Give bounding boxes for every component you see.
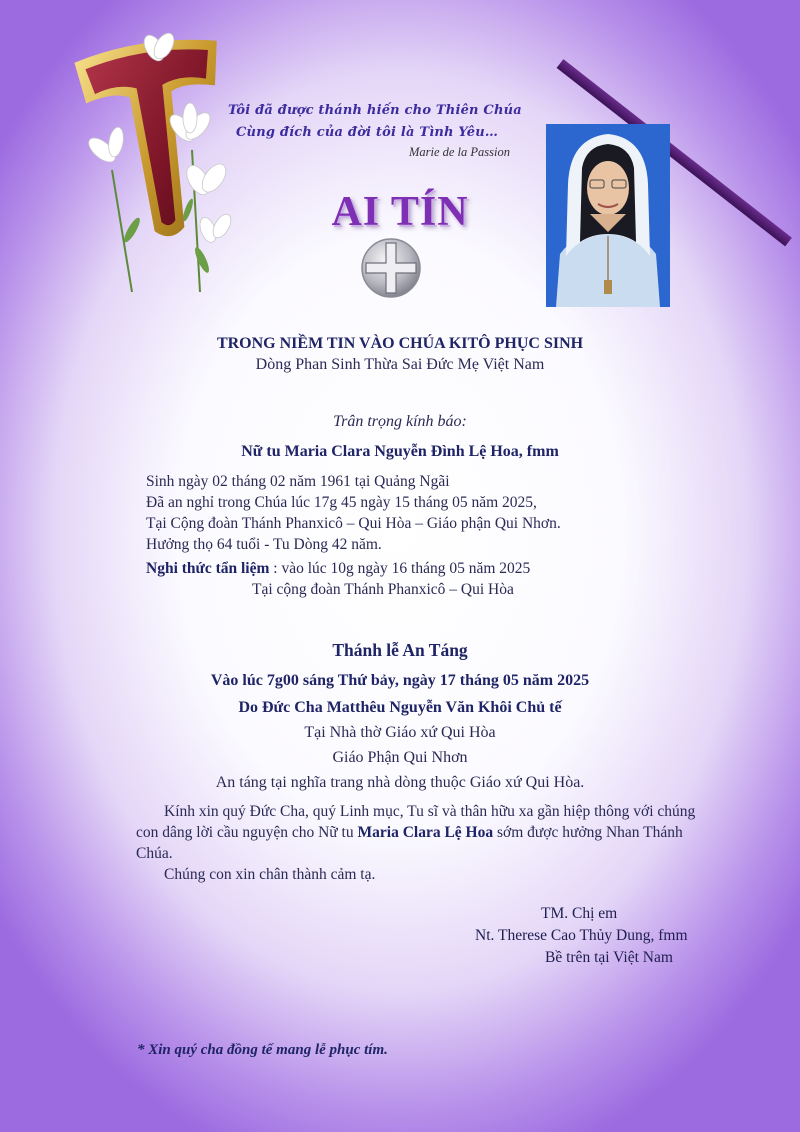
signature-line-2: Nt. Therese Cao Thủy Dung, fmm xyxy=(475,927,688,944)
quote-block xyxy=(228,100,528,160)
deceased-name: Nữ tu Maria Clara Nguyễn Đình Lệ Hoa, fmm xyxy=(241,443,559,460)
age-info: Hưởng thọ 64 tuổi - Tu Dòng 42 năm. xyxy=(146,536,382,553)
death-place: Tại Cộng đoàn Thánh Phanxicô – Qui Hòa – Giáo phận Qui Nhơn. xyxy=(146,515,561,532)
faith-line: TRONG NIỀM TIN VÀO CHÚA KITÔ PHỤC SINH xyxy=(216,335,584,352)
cross-emblem-icon xyxy=(360,237,422,299)
signature-line-3: Bề trên tại Việt Nam xyxy=(545,949,673,966)
congregation-name: Dòng Phan Sinh Thừa Sai Đức Mẹ Việt Nam xyxy=(255,356,545,373)
footnote: * Xin quý cha đồng tế mang lễ phục tím. xyxy=(137,1042,388,1058)
tau-cross-icon xyxy=(72,30,242,300)
funeral-heading: Thánh lễ An Táng xyxy=(332,640,468,660)
death-info: Đã an nghỉ trong Chúa lúc 17g 45 ngày 15 tháng 05 năm 2025, xyxy=(146,494,537,511)
funeral-time: Vào lúc 7g00 sáng Thứ bảy, ngày 17 tháng 05 năm 2025 xyxy=(210,672,590,689)
page-title: AI TÍN xyxy=(331,189,469,235)
funeral-celebrant: Do Đức Cha Matthêu Nguyễn Văn Khôi Chủ tế xyxy=(238,699,562,716)
request-paragraph xyxy=(136,801,696,864)
funeral-diocese: Giáo Phận Qui Nhơn xyxy=(332,749,468,766)
signature-line-1: TM. Chị em xyxy=(541,905,618,922)
quote-line-2: Cùng đích của đời tôi là Tình Yêu… xyxy=(236,125,499,140)
funeral-church: Tại Nhà thờ Giáo xứ Qui Hòa xyxy=(304,724,496,741)
request-text-1: Kính xin quý Đức Cha, quý Linh mục, Tu sĩ và thân hữu xa gần hiệp thông với chúng con dâng lời cầu nguyện cho Nữ tu xyxy=(136,803,696,841)
quote-author: Marie de la Passion xyxy=(408,145,510,159)
burial-place: An táng tại nghĩa trang nhà dòng thuộc Giáo xứ Qui Hòa. xyxy=(215,774,585,791)
portrait-photo xyxy=(546,124,670,307)
request-text-2: sớm được hưởng Nhan Thánh Chúa. xyxy=(136,824,683,862)
quote-line-1: Tôi đã được thánh hiến cho Thiên Chúa xyxy=(228,103,522,118)
birth-info: Sinh ngày 02 tháng 02 năm 1961 tại Quảng Ngãi xyxy=(146,473,450,490)
rite-label: Nghi thức tẩn liệm xyxy=(146,560,270,577)
rite-info xyxy=(146,558,686,579)
thanks-line: Chúng con xin chân thành cảm tạ. xyxy=(164,866,376,883)
announcement-intro: Trân trọng kính báo: xyxy=(333,413,467,430)
rite-place: Tại cộng đoàn Thánh Phanxicô – Qui Hòa xyxy=(252,581,514,598)
rite-time: : vào lúc 10g ngày 16 tháng 05 năm 2025 xyxy=(269,560,531,577)
details-block xyxy=(146,471,686,600)
request-name: Maria Clara Lệ Hoa xyxy=(357,824,494,841)
